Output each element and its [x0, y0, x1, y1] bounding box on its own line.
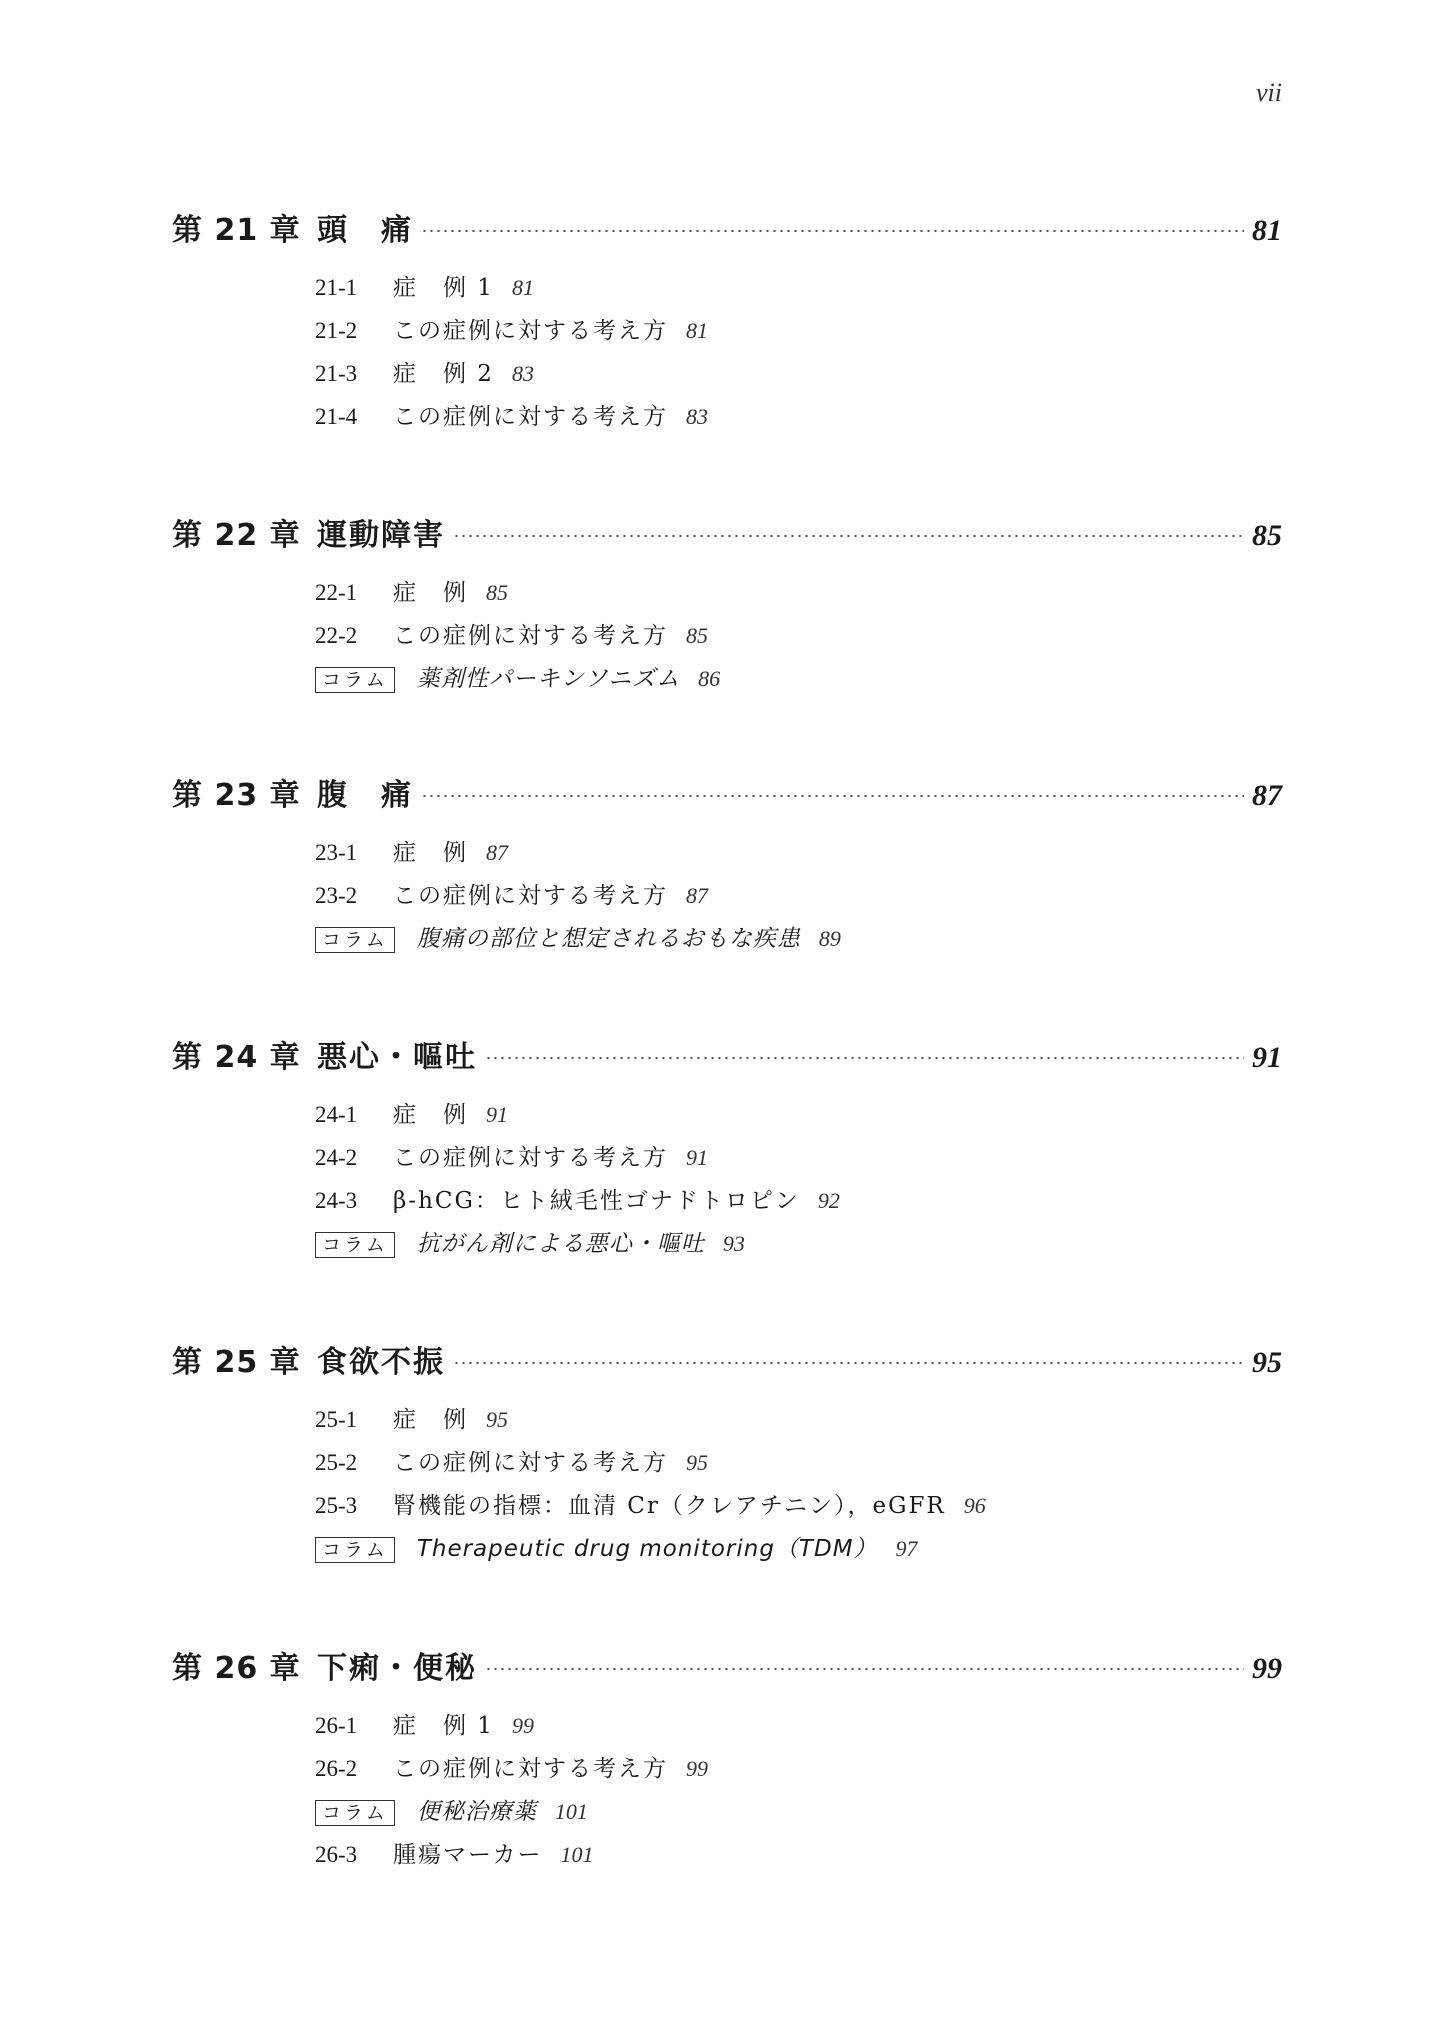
section-number: 21-2 [315, 318, 358, 343]
chapter-number: 第 26 章 [172, 1651, 301, 1686]
section-title: この症例に対する考え方 [393, 1756, 668, 1782]
section-number: 21-1 [315, 275, 358, 300]
section-title: この症例に対する考え方 [393, 1450, 668, 1476]
section-number: 26-1 [315, 1713, 358, 1738]
section-page-number: 95 [486, 1407, 508, 1432]
section-title: この症例に対する考え方 [393, 404, 668, 430]
dot-leader [453, 1361, 1244, 1365]
chapter-entry [172, 1643, 1282, 1879]
section-title: 症 例 [393, 840, 468, 866]
dot-leader [485, 1056, 1244, 1060]
chapter-heading[interactable] [172, 510, 1282, 554]
chapter-heading[interactable] [172, 1643, 1282, 1687]
chapter-title: 頭 痛 [317, 213, 413, 248]
section-page-number: 93 [722, 1231, 745, 1256]
column-badge: コラム [315, 927, 395, 953]
section-entry[interactable] [315, 355, 1282, 398]
section-number: 24-2 [315, 1145, 358, 1170]
section-title: 腫瘍マーカー [393, 1842, 543, 1868]
chapter-entry [172, 1032, 1282, 1268]
section-list [315, 1401, 1282, 1573]
section-page-number: 86 [698, 666, 721, 691]
section-number: 26-2 [315, 1756, 358, 1781]
section-entry[interactable] [315, 1750, 1282, 1793]
section-entry[interactable] [315, 312, 1282, 355]
chapter-page-number: 99 [1252, 1652, 1282, 1685]
section-page-number: 99 [511, 1713, 534, 1738]
column-title: 腹痛の部位と想定されるおもな疾患 [416, 926, 801, 952]
section-entry[interactable] [315, 1487, 1282, 1530]
section-number: 22-2 [315, 623, 358, 648]
dot-leader [421, 229, 1244, 233]
dot-leader [485, 1667, 1244, 1671]
section-page-number: 85 [486, 580, 508, 605]
column-badge: コラム [315, 1232, 395, 1258]
section-page-number: 91 [686, 1145, 708, 1170]
chapter-title: 悪心・嘔吐 [317, 1040, 477, 1075]
section-page-number: 95 [686, 1450, 708, 1475]
column-title: Therapeutic drug monitoring（TDM） [416, 1536, 878, 1562]
section-title: β-hCG：ヒト絨毛性ゴナドトロピン [393, 1188, 800, 1214]
section-list [315, 574, 1282, 703]
chapter-entry [172, 1337, 1282, 1573]
dot-leader [421, 794, 1244, 798]
section-entry[interactable] [315, 877, 1282, 920]
section-page-number: 87 [686, 883, 708, 908]
column-entry[interactable] [315, 1225, 1282, 1268]
section-title: 症 例 [393, 580, 468, 606]
section-title: 症 例 [393, 1102, 468, 1128]
column-badge: コラム [315, 667, 395, 693]
column-title: 便秘治療薬 [416, 1799, 537, 1825]
section-page-number: 89 [818, 926, 841, 951]
section-title: 症 例 2 [393, 361, 494, 387]
chapter-entry [172, 205, 1282, 441]
section-title: この症例に対する考え方 [393, 1145, 668, 1171]
column-entry[interactable] [315, 660, 1282, 703]
section-number: 21-3 [315, 361, 358, 386]
section-page-number: 83 [686, 404, 708, 429]
chapter-number: 第 23 章 [172, 778, 301, 813]
section-entry[interactable] [315, 269, 1282, 312]
section-entry[interactable] [315, 1401, 1282, 1444]
chapter-page-number: 85 [1252, 519, 1282, 552]
chapter-title: 食欲不振 [317, 1345, 445, 1380]
chapter-number: 第 21 章 [172, 213, 301, 248]
section-page-number: 87 [486, 840, 508, 865]
section-entry[interactable] [315, 398, 1282, 441]
section-number: 25-3 [315, 1493, 358, 1518]
chapter-entry [172, 770, 1282, 963]
section-page-number: 81 [686, 318, 708, 343]
page-number: vii [1256, 78, 1282, 107]
section-page-number: 99 [686, 1756, 708, 1781]
section-entry[interactable] [315, 1836, 1282, 1879]
section-list [315, 834, 1282, 963]
chapter-number: 第 24 章 [172, 1040, 301, 1075]
chapter-page-number: 87 [1252, 779, 1282, 812]
section-page-number: 101 [554, 1799, 588, 1824]
section-title: 腎機能の指標：血清 Cr（クレアチニン），eGFR [393, 1493, 946, 1519]
dot-leader [453, 534, 1244, 538]
section-title: この症例に対する考え方 [393, 623, 668, 649]
section-title: この症例に対する考え方 [393, 883, 668, 909]
section-page-number: 97 [895, 1536, 918, 1561]
section-entry[interactable] [315, 1139, 1282, 1182]
section-entry[interactable] [315, 617, 1282, 660]
chapter-heading[interactable] [172, 1032, 1282, 1076]
section-number: 23-1 [315, 840, 358, 865]
section-page-number: 83 [511, 361, 534, 386]
section-number: 24-1 [315, 1102, 358, 1127]
column-entry[interactable] [315, 920, 1282, 963]
chapter-page-number: 81 [1252, 214, 1282, 247]
section-title: 症 例 1 [393, 1713, 494, 1739]
chapter-entry [172, 510, 1282, 703]
section-list [315, 269, 1282, 441]
section-number: 25-2 [315, 1450, 358, 1475]
chapter-title: 下痢・便秘 [317, 1651, 477, 1686]
section-number: 24-3 [315, 1188, 358, 1213]
chapter-page-number: 95 [1252, 1346, 1282, 1379]
section-list [315, 1707, 1282, 1879]
section-page-number: 101 [560, 1842, 594, 1867]
section-number: 25-1 [315, 1407, 358, 1432]
column-entry[interactable] [315, 1530, 1282, 1573]
column-badge: コラム [315, 1537, 395, 1563]
chapter-number: 第 22 章 [172, 518, 301, 553]
chapter-page-number: 91 [1252, 1041, 1282, 1074]
section-title: この症例に対する考え方 [393, 318, 668, 344]
section-title: 症 例 [393, 1407, 468, 1433]
section-page-number: 92 [817, 1188, 840, 1213]
chapter-title: 運動障害 [317, 518, 445, 553]
column-title: 抗がん剤による悪心・嘔吐 [416, 1231, 705, 1257]
section-entry[interactable] [315, 574, 1282, 617]
chapter-heading[interactable] [172, 770, 1282, 814]
column-entry[interactable] [315, 1793, 1282, 1836]
chapter-heading[interactable] [172, 1337, 1282, 1381]
section-number: 22-1 [315, 580, 358, 605]
column-title: 薬剤性パーキンソニズム [416, 666, 681, 692]
section-list [315, 1096, 1282, 1268]
section-page-number: 81 [511, 275, 534, 300]
chapter-heading[interactable] [172, 205, 1282, 249]
section-entry[interactable] [315, 834, 1282, 877]
section-title: 症 例 1 [393, 275, 494, 301]
section-number: 26-3 [315, 1842, 358, 1867]
section-entry[interactable] [315, 1707, 1282, 1750]
section-entry[interactable] [315, 1182, 1282, 1225]
section-entry[interactable] [315, 1096, 1282, 1139]
chapter-number: 第 25 章 [172, 1345, 301, 1380]
column-badge: コラム [315, 1800, 395, 1826]
section-number: 23-2 [315, 883, 358, 908]
section-page-number: 96 [963, 1493, 986, 1518]
section-entry[interactable] [315, 1444, 1282, 1487]
section-page-number: 85 [686, 623, 708, 648]
section-page-number: 91 [486, 1102, 508, 1127]
chapter-title: 腹 痛 [317, 778, 413, 813]
section-number: 21-4 [315, 404, 358, 429]
